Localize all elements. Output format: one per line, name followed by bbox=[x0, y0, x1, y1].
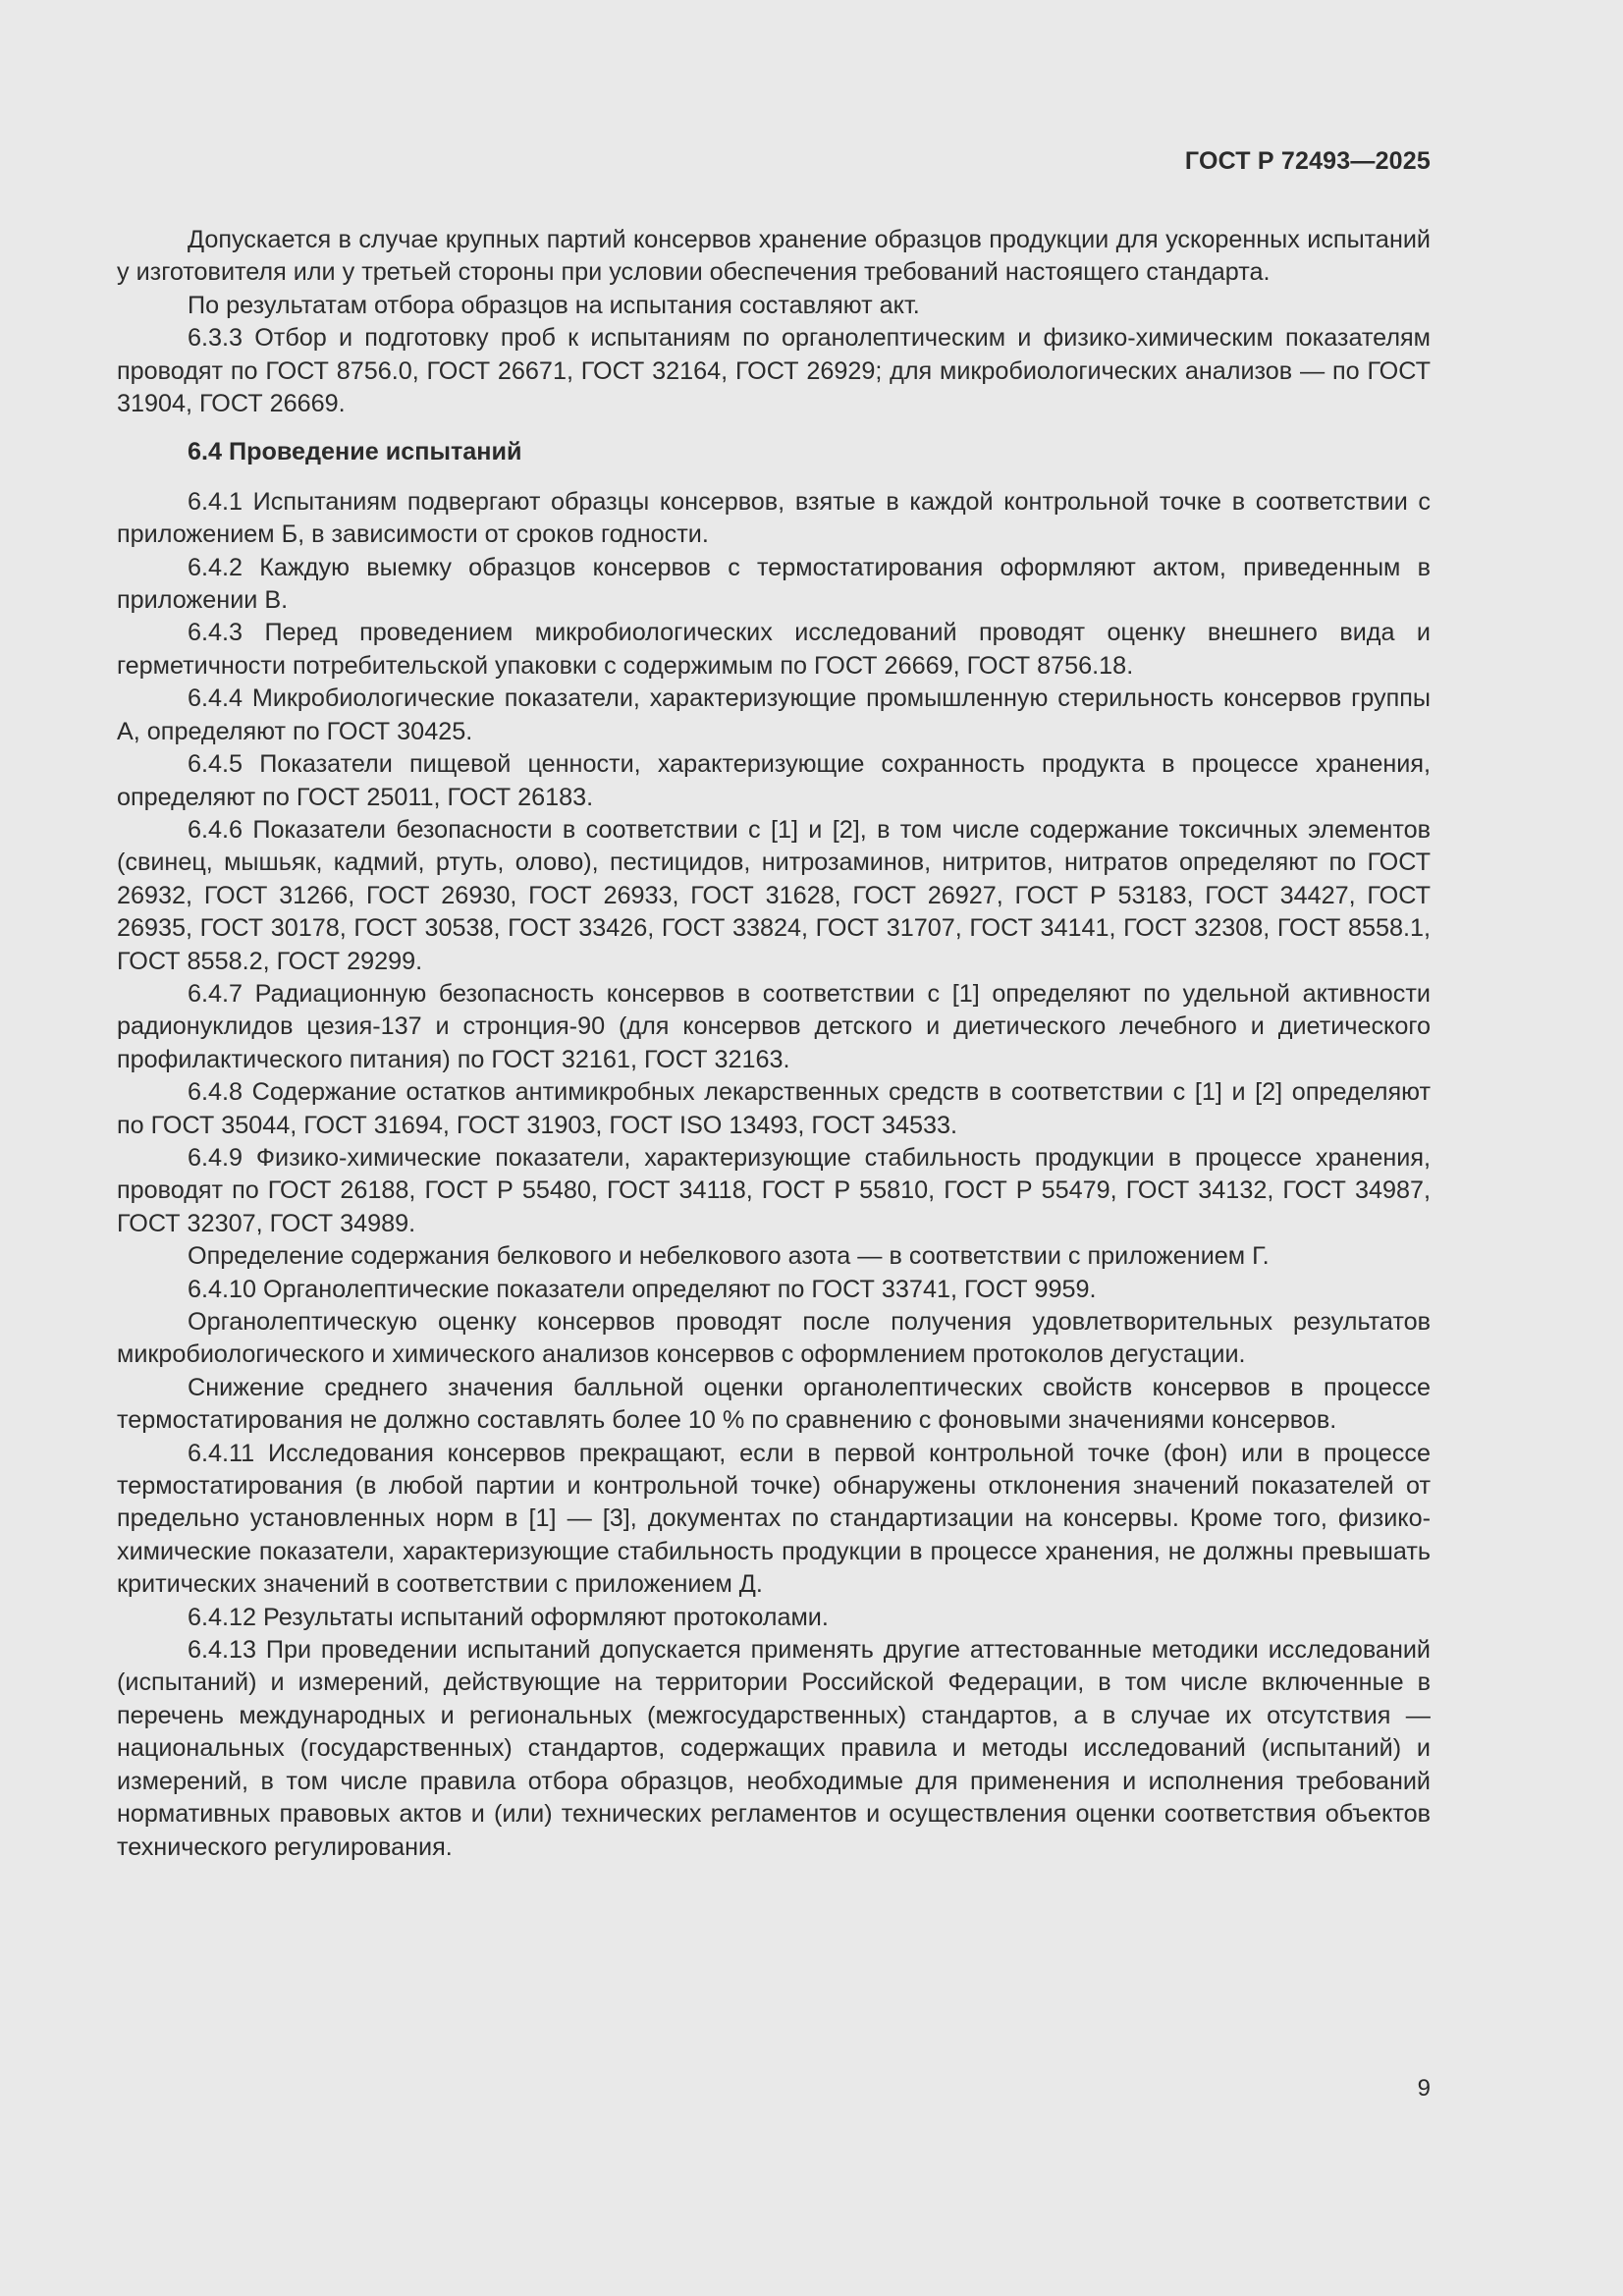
paragraph-6-4-2: 6.4.2 Каждую выемку образцов консервов с термостатирования оформляют актом, приведенным в приложении В. bbox=[117, 553, 1431, 615]
paragraph-organoleptic-evaluation: Органолептическую оценку консервов проводят после получения удовлетворительных результатов микробиологического и химического анализов консервов с оформлением протоколов дегустации. bbox=[117, 1308, 1431, 1369]
paragraph-6-4-11: 6.4.11 Исследования консервов прекращают, если в первой контрольной точке (фон) или в процессе термостатирования (в любой партии и контрольной точке) обнаружены отклонения значений показателей от предельно установленных норм в [1] — [3], документах по стандартизации на консервы. Кроме того, физико-химические показатели, характеризующие стабильность продукции в процессе хранения, не должны превышать критических значений в соответствии с приложением Д. bbox=[117, 1439, 1431, 1599]
paragraph-6-3-3: 6.3.3 Отбор и подготовку проб к испытаниям по органолептическим и физико-химическим показателям проводят по ГОСТ 8756.0, ГОСТ 26671, ГОСТ 32164, ГОСТ 26929; для микробиологических анализов — по ГОСТ 31904, ГОСТ 26669. bbox=[117, 324, 1431, 418]
paragraph-6-4-5: 6.4.5 Показатели пищевой ценности, характеризующие сохранность продукта в процессе хранения, определяют по ГОСТ 25011, ГОСТ 26183. bbox=[117, 750, 1431, 811]
paragraph-nitrogen-determination: Определение содержания белкового и небелкового азота — в соответствии с приложением Г. bbox=[188, 1242, 1270, 1271]
paragraph-6-4-13: 6.4.13 При проведении испытаний допускается применять другие аттестованные методики исследований (испытаний) и измерений, действующие на территории Российской Федерации, в том числе включенные в перечень международных и региональных (межгосударственных) стандартов, а в случае их отсутствия — национальных (государственных) стандартов, содержащих правила и методы исследований (испытаний) и измерений, в том числе правила отбора образцов, необходимые для применения и исполнения требований нормативных правовых актов и (или) технических регламентов и осуществления оценки соответствия объектов технического регулирования. bbox=[117, 1636, 1431, 1861]
section-heading-6-4: 6.4 Проведение испытаний bbox=[188, 438, 522, 466]
paragraph-6-4-7: 6.4.7 Радиационную безопасность консервов в соответствии с [1] определяют по удельной активности радионуклидов цезия-137 и стронция-90 (для консервов детского и диетического лечебного и диетического профилактического питания) по ГОСТ 32161, ГОСТ 32163. bbox=[117, 979, 1431, 1073]
paragraph-6-4-6: 6.4.6 Показатели безопасности в соответствии с [1] и [2], в том числе содержание токсичных элементов (свинец, мышьяк, кадмий, ртуть, олово), пестицидов, нитрозаминов, нитритов, нитратов определяют по ГОСТ 26932, ГОСТ 31266, ГОСТ 26930, ГОСТ 26933, ГОСТ 31628, ГОСТ 26927, ГОСТ Р 53183, ГОСТ 34427, ГОСТ 26935, ГОСТ 30178, ГОСТ 30538, ГОСТ 33426, ГОСТ 33824, ГОСТ 31707, ГОСТ 34141, ГОСТ 32308, ГОСТ 8558.1, ГОСТ 8558.2, ГОСТ 29299. bbox=[117, 815, 1431, 975]
paragraph-6-4-3: 6.4.3 Перед проведением микробиологических исследований проводят оценку внешнего вида и герметичности потребительской упаковки с содержимым по ГОСТ 26669, ГОСТ 8756.18. bbox=[117, 619, 1431, 680]
paragraph-sampling-act: По результатам отбора образцов на испытания составляют акт. bbox=[188, 291, 920, 319]
paragraph-6-4-8: 6.4.8 Содержание остатков антимикробных лекарственных средств в соответствии с [1] и [2] определяют по ГОСТ 35044, ГОСТ 31694, ГОСТ 31903, ГОСТ ISO 13493, ГОСТ 34533. bbox=[117, 1078, 1431, 1139]
paragraph-6-4-1: 6.4.1 Испытаниям подвергают образцы консервов, взятые в каждой контрольной точке в соответствии с приложением Б, в зависимости от сроков годности. bbox=[117, 487, 1431, 549]
document-code-header: ГОСТ Р 72493—2025 bbox=[1184, 147, 1431, 175]
paragraph-storage-of-samples: Допускается в случае крупных партий консервов хранение образцов продукции для ускоренных испытаний у изготовителя или у третьей стороны при условии обеспечения требований настоящего стандарта. bbox=[117, 226, 1431, 287]
paragraph-6-4-12: 6.4.12 Результаты испытаний оформляют протоколами. bbox=[188, 1603, 829, 1631]
page-number: 9 bbox=[1417, 2075, 1431, 2102]
paragraph-score-reduction: Снижение среднего значения балльной оценки органолептических свойств консервов в процессе термостатирования не должно составлять более 10 % по сравнению с фоновыми значениями консервов. bbox=[117, 1373, 1431, 1435]
paragraph-6-4-9: 6.4.9 Физико-химические показатели, характеризующие стабильность продукции в процессе хранения, проводят по ГОСТ 26188, ГОСТ Р 55480, ГОСТ 34118, ГОСТ Р 55810, ГОСТ Р 55479, ГОСТ 34132, ГОСТ 34987, ГОСТ 32307, ГОСТ 34989. bbox=[117, 1143, 1431, 1237]
paragraph-6-4-10: 6.4.10 Органолептические показатели определяют по ГОСТ 33741, ГОСТ 9959. bbox=[188, 1275, 1097, 1303]
document-body bbox=[117, 224, 1431, 1864]
paragraph-6-4-4: 6.4.4 Микробиологические показатели, характеризующие промышленную стерильность консервов группы А, определяют по ГОСТ 30425. bbox=[117, 684, 1431, 745]
